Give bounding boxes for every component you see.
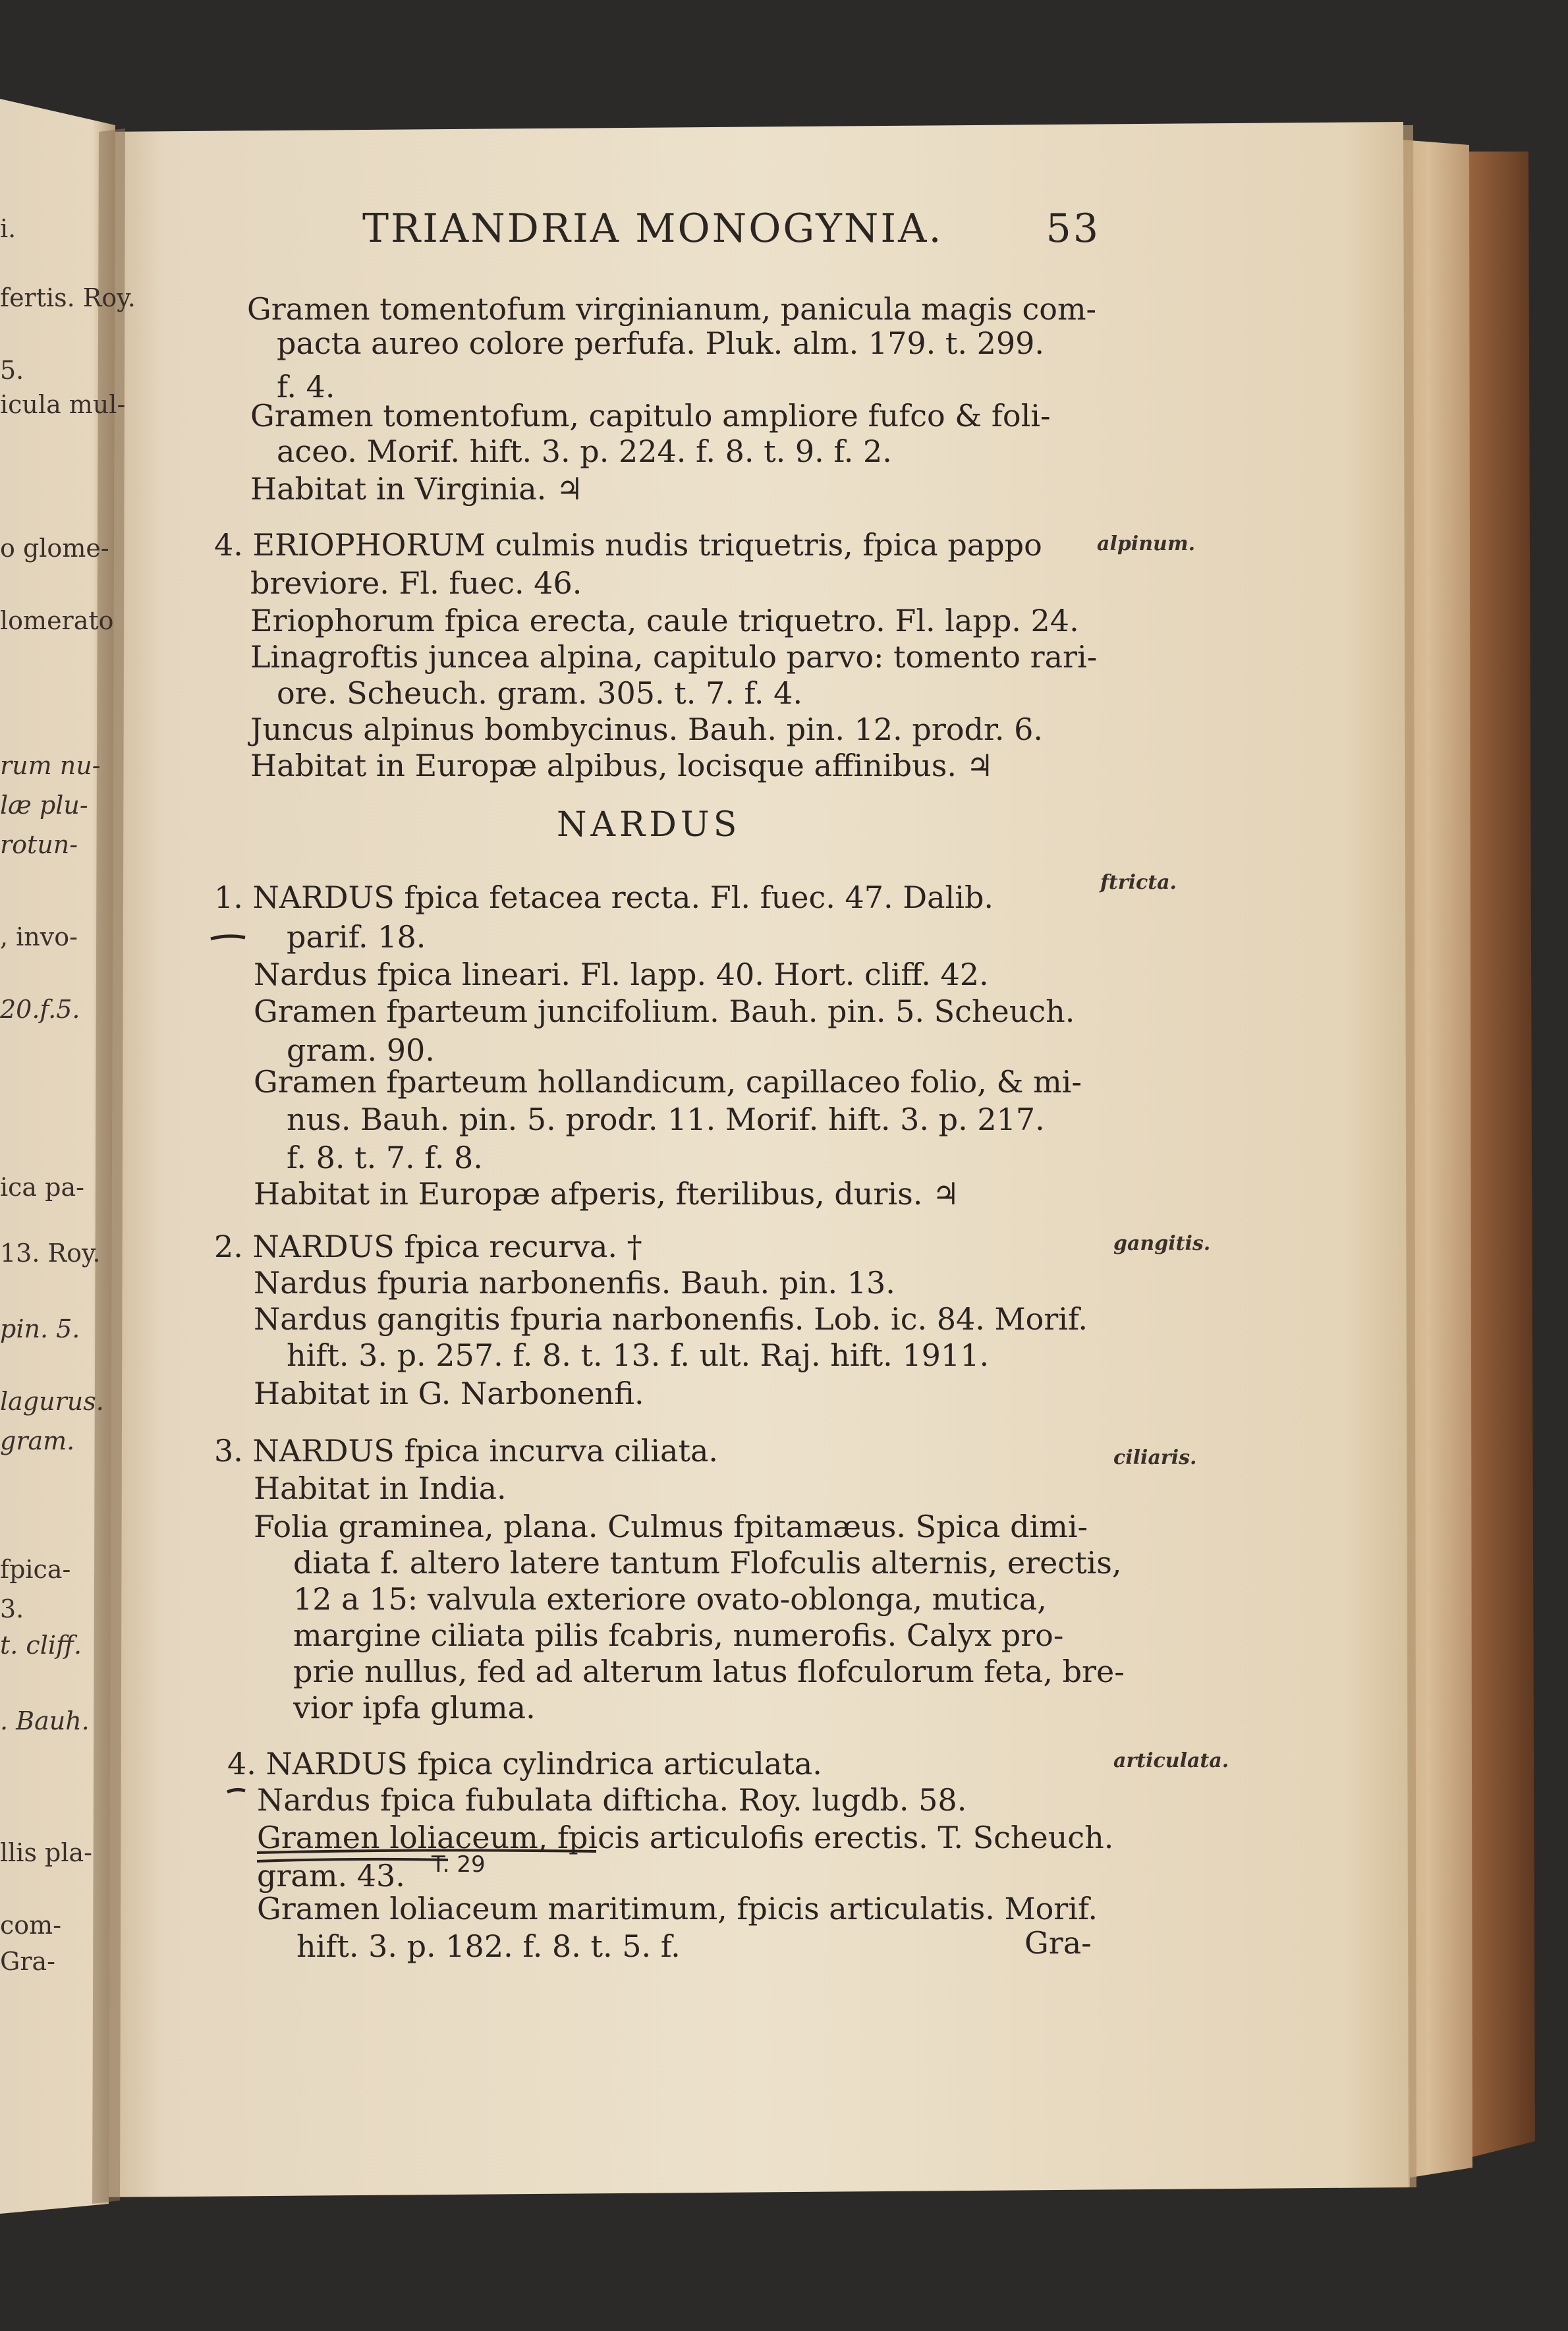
handwritten-annotation: T. 29: [432, 1851, 486, 1878]
left-fragment: llis pla-: [0, 1838, 93, 1867]
text-line: pacta aureo colore perfufa. Pluk. alm. 179. t. 299.: [277, 325, 1045, 361]
left-fragment: com-: [0, 1911, 62, 1940]
left-fragment: lomerato: [0, 606, 114, 635]
text-line: Juncus alpinus bombycinus. Bauh. pin. 12. prodr. 6.: [250, 712, 1044, 747]
text-line: 1. NARDUS fpica fetacea recta. Fl. fuec. 47. Dalib.: [214, 880, 994, 915]
left-fragment: fertis. Roy.: [0, 283, 136, 312]
text-line: breviore. Fl. fuec. 46.: [250, 565, 582, 601]
margin-note: articulata.: [1113, 1749, 1229, 1772]
text-line: Habitat in Europæ afperis, fterilibus, duris. ♃: [254, 1176, 960, 1212]
left-fragment: rum nu-: [0, 751, 101, 780]
text-line: Gramen loliaceum maritimum, fpicis articulatis. Morif.: [257, 1891, 1098, 1926]
left-fragment: rotun-: [0, 830, 78, 859]
text-line: Habitat in G. Narbonenfi.: [254, 1376, 644, 1411]
text-line: gram. 43.: [257, 1858, 405, 1894]
genus-heading: NARDUS: [557, 805, 741, 845]
left-fragment: ica pa-: [0, 1173, 84, 1202]
left-fragment: . Bauh.: [0, 1706, 90, 1735]
text-line: Nardus fpuria narbonenfis. Bauh. pin. 13.: [254, 1265, 895, 1301]
page-number: 53: [1046, 206, 1100, 252]
text-line: f. 4.: [277, 369, 335, 405]
text-line: vior ipfa gluma.: [293, 1690, 536, 1726]
text-line: 2. NARDUS fpica recurva. †: [214, 1229, 642, 1264]
text-line: Nardus fpica fubulata difticha. Roy. lugdb. 58.: [257, 1782, 967, 1818]
text-line: hift. 3. p. 182. f. 8. t. 5. f.: [296, 1928, 681, 1964]
text-line: hift. 3. p. 257. f. 8. t. 13. f. ult. Raj. hift. 1911.: [287, 1337, 990, 1373]
text-line: 4. NARDUS fpica cylindrica articulata.: [227, 1746, 822, 1782]
left-fragment: o glome-: [0, 534, 109, 563]
text-line: aceo. Morif. hift. 3. p. 224. f. 8. t. 9. f. 2.: [277, 434, 892, 469]
left-fragment: pin. 5.: [0, 1314, 80, 1343]
text-line: Nardus fpica lineari. Fl. lapp. 40. Hort. cliff. 42.: [254, 957, 989, 992]
left-fragment: læ plu-: [0, 791, 88, 820]
left-fragment: t. cliff.: [0, 1631, 82, 1660]
left-fragment: 13. Roy.: [0, 1239, 101, 1268]
text-line: Habitat in India.: [254, 1471, 507, 1506]
margin-note: ftricta.: [1100, 871, 1177, 894]
margin-note: gangitis.: [1113, 1232, 1211, 1255]
text-line: gram. 90.: [287, 1032, 435, 1068]
text-line: ore. Scheuch. gram. 305. t. 7. f. 4.: [277, 675, 803, 711]
text-line: Nardus gangitis fpuria narbonenfis. Lob. ic. 84. Morif.: [254, 1301, 1088, 1337]
running-header: [362, 206, 1100, 252]
left-fragment: gram.: [0, 1426, 75, 1455]
margin-note: ciliaris.: [1113, 1446, 1197, 1469]
text-line: Gramen loliaceum, fpicis articulofis erectis. T. Scheuch.: [257, 1820, 1114, 1855]
text-line: Eriophorum fpica erecta, caule triquetro. Fl. lapp. 24.: [250, 603, 1079, 638]
left-fragment: fpica-: [0, 1555, 71, 1584]
text-line: parif. 18.: [287, 919, 426, 955]
left-fragment: 5.: [0, 356, 24, 385]
text-line: Folia graminea, plana. Culmus fpitamæus. Spica dimi-: [254, 1509, 1088, 1544]
left-fragment: lagurus.: [0, 1387, 104, 1416]
text-line: margine ciliata pilis fcabris, numerofis. Calyx pro-: [293, 1617, 1064, 1653]
text-line: Habitat in Europæ alpibus, locisque affinibus. ♃: [250, 748, 994, 783]
text-line: 4. ERIOPHORUM culmis nudis triquetris, fpica pappo: [214, 527, 1042, 563]
left-fragment: 3.: [0, 1594, 24, 1623]
page-title: TRIANDRIA MONOGYNIA.: [362, 206, 943, 252]
left-fragment: Gra-: [0, 1947, 56, 1976]
text-line: Linagroftis juncea alpina, capitulo parvo: tomento rari-: [250, 639, 1098, 675]
text-line: Gramen tomentofum virginianum, panicula magis com-: [247, 291, 1097, 327]
text-line: Gramen tomentofum, capitulo ampliore fufco & foli-: [250, 398, 1051, 434]
text-line: diata f. altero latere tantum Flofculis alternis, erectis,: [293, 1545, 1122, 1581]
text-line: 3. NARDUS fpica incurva ciliata.: [214, 1433, 718, 1469]
text-line: prie nullus, fed ad alterum latus flofculorum feta, bre-: [293, 1654, 1125, 1689]
text-line: Gramen fparteum juncifolium. Bauh. pin. 5. Scheuch.: [254, 994, 1075, 1029]
text-line: nus. Bauh. pin. 5. prodr. 11. Morif. hift. 3. p. 217.: [287, 1102, 1045, 1137]
left-fragment: icula mul-: [0, 390, 126, 419]
text-line: 12 a 15: valvula exteriore ovato-oblonga, mutica,: [293, 1581, 1047, 1617]
left-fragment: 20.f.5.: [0, 995, 80, 1024]
catchword: Gra-: [1024, 1925, 1092, 1961]
text-line: Gramen fparteum hollandicum, capillaceo folio, & mi-: [254, 1064, 1082, 1100]
left-fragment: i.: [0, 214, 16, 243]
margin-note: alpinum.: [1097, 532, 1196, 555]
text-line: Habitat in Virginia. ♃: [250, 471, 584, 507]
text-line: f. 8. t. 7. f. 8.: [287, 1140, 483, 1175]
left-fragment: , invo-: [0, 922, 78, 951]
